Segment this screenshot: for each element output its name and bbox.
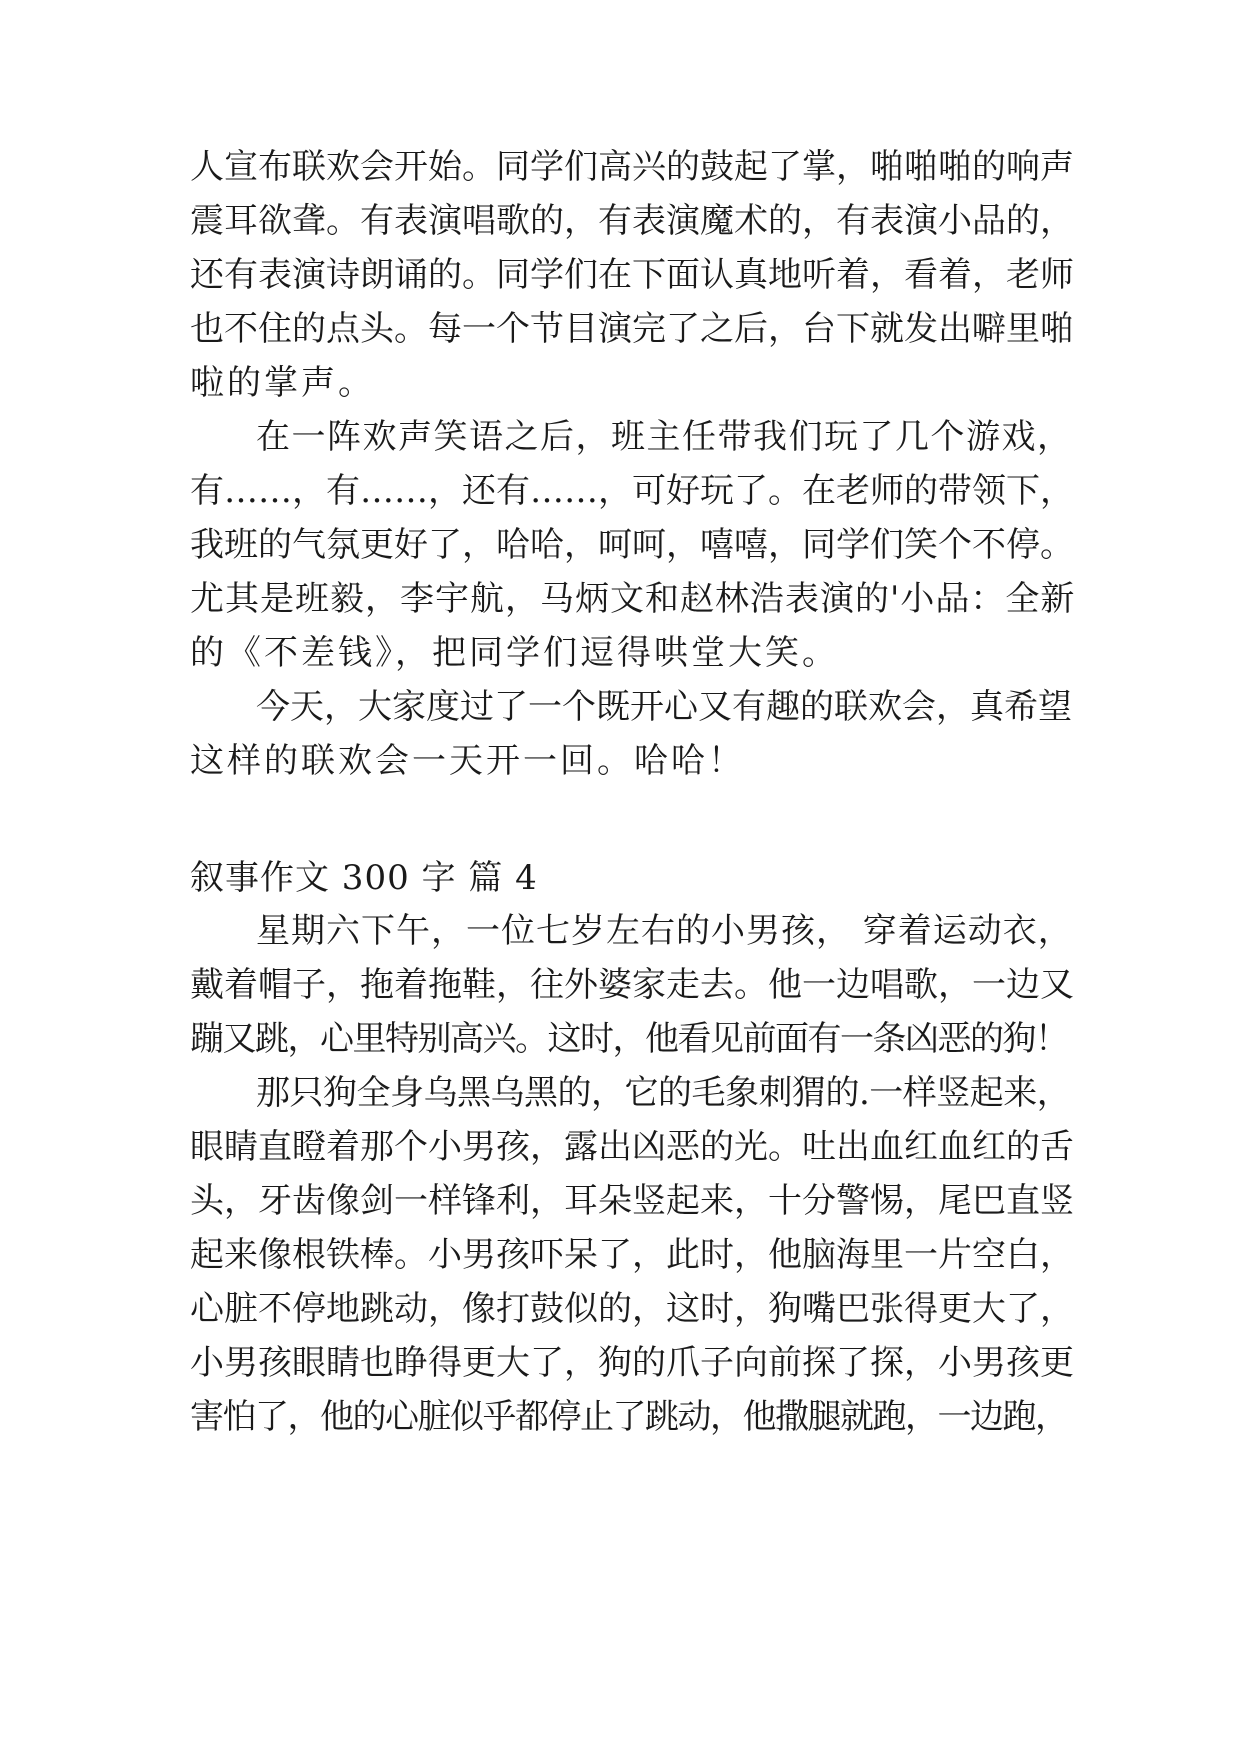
paragraph-line: 有……，有……，还有……，可好玩了。在老师的带领下，: [190, 471, 1074, 511]
paragraph-line: 尤其是班毅，李宇航，马炳文和赵林浩表演的'小品：全新: [190, 579, 1076, 619]
paragraph-line: 这样的联欢会一天开一回。哈哈！: [190, 741, 745, 781]
paragraph-line: 今天，大家度过了一个既开心又有趣的联欢会，真希望: [256, 687, 1072, 727]
paragraph-line: 蹦又跳，心里特别高兴。这时，他看见前面有一条凶恶的狗！: [190, 1019, 1068, 1059]
paragraph-line: 起来像根铁棒。小男孩吓呆了，此时，他脑海里一片空白，: [190, 1235, 1074, 1275]
paragraph-line: 眼睛直瞪着那个小男孩，露出凶恶的光。吐出血红血红的舌: [190, 1127, 1074, 1167]
paragraph-line: 我班的气氛更好了，哈哈，呵呵，嘻嘻，同学们笑个不停。: [190, 525, 1074, 565]
paragraph-line: 还有表演诗朗诵的。同学们在下面认真地听着，看着，老师: [190, 255, 1074, 295]
paragraph-line: 的《不差钱》，把同学们逗得哄堂大笑。: [190, 633, 839, 673]
paragraph-line: 在一阵欢声笑语之后，班主任带我们玩了几个游戏，: [256, 417, 1073, 457]
paragraph-line: 小男孩眼睛也睁得更大了，狗的爪子向前探了探，小男孩更: [190, 1343, 1074, 1383]
paragraph-line: 也不住的点头。每一个节目演完了之后，台下就发出噼里啪: [190, 309, 1074, 349]
paragraph-line: 头，牙齿像剑一样锋利，耳朵竖起来，十分警惕，尾巴直竖: [190, 1181, 1074, 1221]
paragraph-line: 那只狗全身乌黑乌黑的，它的毛象刺猬的.一样竖起来，: [256, 1073, 1071, 1113]
paragraph-line: 星期六下午，一位七岁左右的小男孩， 穿着运动衣，: [256, 911, 1073, 951]
paragraph-line: 啦的掌声。: [190, 363, 375, 403]
paragraph-line: 害怕了，他的心脏似乎都停止了跳动，他撒腿就跑，一边跑，: [190, 1397, 1068, 1437]
paragraph-line: 戴着帽子，拖着拖鞋，往外婆家走去。他一边唱歌，一边又: [190, 965, 1074, 1005]
paragraph-line: 心脏不停地跳动，像打鼓似的，这时，狗嘴巴张得更大了，: [190, 1289, 1074, 1329]
paragraph-line: 人宣布联欢会开始。同学们高兴的鼓起了掌，啪啪啪的响声: [190, 147, 1074, 187]
paragraph-line: 震耳欲聋。有表演唱歌的，有表演魔术的，有表演小品的，: [190, 201, 1074, 241]
section-title: 叙事作文 300 字 篇 4: [190, 858, 538, 898]
